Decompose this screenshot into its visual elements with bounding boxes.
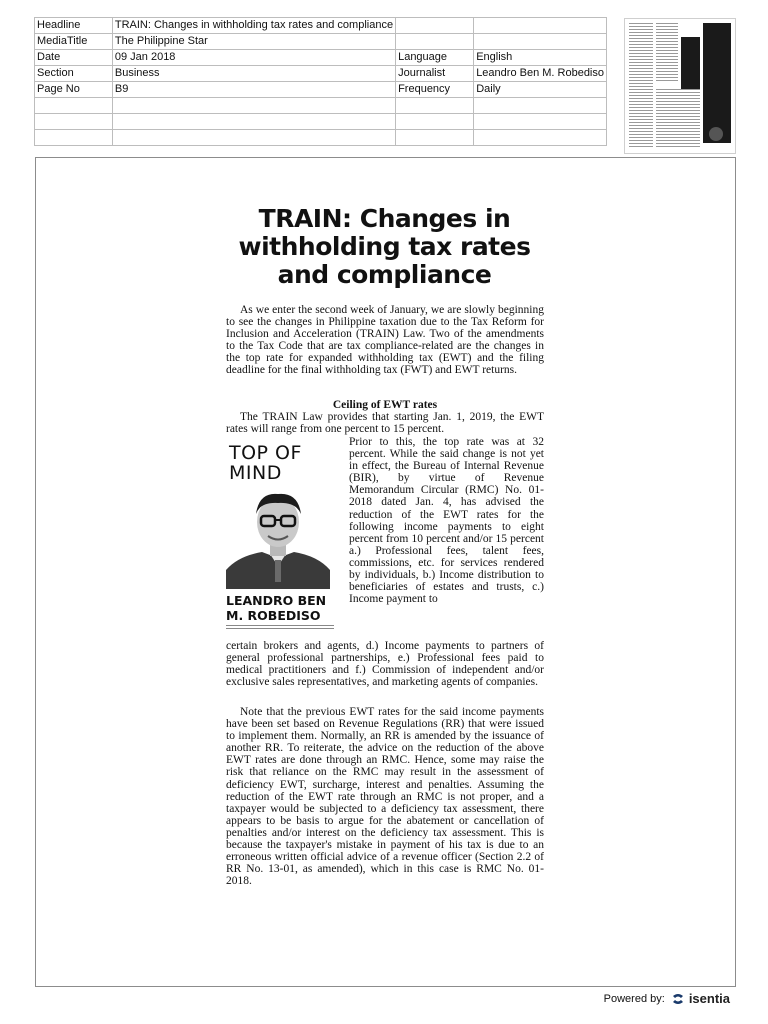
metadata-label: Date: [35, 50, 113, 66]
metadata-label: [396, 18, 474, 34]
metadata-label: [396, 34, 474, 50]
article-subhead: Ceiling of EWT rates: [332, 399, 438, 411]
metadata-value: [474, 34, 607, 50]
metadata-label: [35, 98, 113, 114]
metadata-label: Journalist: [396, 66, 474, 82]
metadata-row: [35, 98, 607, 114]
powered-by-label: Powered by:: [603, 992, 665, 1005]
metadata-row: [35, 66, 607, 82]
metadata-value: 09 Jan 2018: [112, 50, 395, 66]
metadata-value: [474, 130, 607, 146]
metadata-table: [34, 17, 607, 146]
metadata-value: [474, 18, 607, 34]
article-paragraph-3: Prior to this, the top rate was at 32 percent. While the said change is not yet in effect, the Bureau of Internal Revenue (BIR), by virtue of Revenue Memorandum Circular (RMC) No. 01-2018 dated Jan. 4, has advised the reduction of the EWT rates for the following income payments to eight percent from 10 percent and/or 15 percent a.) Professional fees, talent fees, commissions, etc. for services rendered by individuals, b.) Income distribution to beneficiaries of estates and trusts, c.) Income payment to: [349, 436, 544, 606]
metadata-value: [474, 98, 607, 114]
author-divider: [226, 625, 334, 629]
article-paragraph-5: Note that the previous EWT rates for the said income payments have been set based on Revenue Regulations (RR) that were issued to implement them. Normally, an RR is amended by the issuance of another RR. To reiterate, the advice on the reduction of the above EWT rates are done through an RMC. Hence, some may raise the risk that reliance on the RMC may result in the assessment of deficiency EWT, surcharge, interest and penalties. Assuming the reduction of the EWT rate through an RMC is not proper, and a taxpayer would be subjected to a deficiency tax assessment, there appears to be basis to argue for the abatement or cancellation of penalties and/or interest on the deficiency tax assessment. This is because the taxpayer's mistake in payment of his tax is due to an erroneous written official advice of a revenue officer (Section 2.2 of RR No. 13-01, as amended), which in this case is RMC No. 01-2018.: [226, 706, 544, 888]
metadata-label: MediaTitle: [35, 34, 113, 50]
metadata-value: [474, 114, 607, 130]
metadata-label: [396, 98, 474, 114]
metadata-label: Frequency: [396, 82, 474, 98]
metadata-label: [396, 130, 474, 146]
metadata-label: Section: [35, 66, 113, 82]
metadata-value: [112, 130, 395, 146]
metadata-value: [112, 114, 395, 130]
metadata-row: [35, 114, 607, 130]
article-headline: TRAIN: Changes in withholding tax rates and compliance: [238, 204, 531, 289]
column-title: TOP OF MIND: [229, 442, 302, 484]
article-intro: As we enter the second week of January, we are slowly beginning to see the changes in Philippine taxation due to the Tax Reform for Inclusion and Acceleration (TRAIN) Law. Two of the amendments to the Tax Code that are tax compliance-related are the changes in the top rate for expanded withholding tax (EWT) and the filing deadline for the final withholding tax (FWT) and EWT returns.: [226, 304, 544, 377]
metadata-label: Page No: [35, 82, 113, 98]
metadata-label: [396, 114, 474, 130]
metadata-value: Business: [112, 66, 395, 82]
metadata-value: The Philippine Star: [112, 34, 395, 50]
metadata-row: [35, 130, 607, 146]
footer: [604, 991, 730, 1006]
metadata-label: [35, 114, 113, 130]
metadata-row: [35, 50, 607, 66]
metadata-value: [112, 98, 395, 114]
author-photo: [226, 484, 330, 589]
metadata-value: Daily: [474, 82, 607, 98]
metadata-value: B9: [112, 82, 395, 98]
author-name: LEANDRO BEN M. ROBEDISO: [226, 593, 327, 623]
metadata-value: Leandro Ben M. Robediso: [474, 66, 607, 82]
page-thumbnail[interactable]: [624, 18, 736, 154]
isentia-brand[interactable]: isentia: [688, 991, 730, 1006]
metadata-label: Language: [396, 50, 474, 66]
article-paragraph-2: The TRAIN Law provides that starting Jan. 1, 2019, the EWT rates will range from one percent to 15 percent.: [226, 411, 544, 436]
metadata-value: English: [474, 50, 607, 66]
metadata-label: [35, 130, 113, 146]
metadata-row: [35, 34, 607, 50]
isentia-logo-icon: [671, 992, 685, 1006]
metadata-row: [35, 82, 607, 98]
metadata-value: TRAIN: Changes in withholding tax rates and compliance: [112, 18, 395, 34]
metadata-row: [35, 18, 607, 34]
author-portrait-icon: [226, 484, 330, 589]
article-paragraph-4: certain brokers and agents, d.) Income payments to partners of general professional partnerships, e.) Professional fees paid to medical practitioners and f.) Commission of independent and/or exclusive sales representatives, and marketing agents of companies.: [226, 640, 544, 689]
metadata-label: Headline: [35, 18, 113, 34]
